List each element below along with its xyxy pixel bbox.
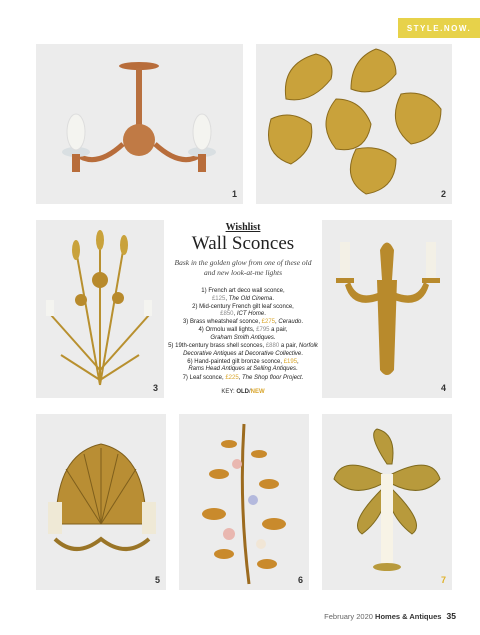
wishlist-panel xyxy=(168,220,318,405)
page-number: 35 xyxy=(446,611,456,621)
list-item: 3) Brass wheatsheaf sconce, £275, Ceraudo. xyxy=(182,319,304,326)
photo-gilt-leaf-sconce xyxy=(256,44,452,204)
list-item: 6) Hand-painted gilt bronze sconce, £195, Rams Head Antiques at Selling Antiques. xyxy=(187,358,299,373)
style-now-tag: STYLE.NOW. xyxy=(398,18,480,38)
leaf-sconce-illustration xyxy=(322,414,452,590)
wheatsheaf-sconce-illustration xyxy=(36,220,164,398)
list-item: 1) French art deco wall sconce, £125, The Old Cinema. xyxy=(201,288,285,302)
list-item: 2) Mid-century French gilt leaf sconce, £850, ICT Home. xyxy=(192,303,294,318)
list-item: 7) Leaf sconce, £225, The Shop floor Project. xyxy=(182,374,304,381)
art-deco-sconce-illustration xyxy=(36,44,243,204)
photo-ormolu-wall-light xyxy=(322,220,452,398)
page-title: Wall Sconces xyxy=(191,233,295,254)
photo-number: 5 xyxy=(154,575,160,585)
photo-number: 7 xyxy=(440,575,446,585)
gilt-leaf-sconce-illustration xyxy=(256,44,452,204)
photo-brass-shell-sconce xyxy=(36,414,166,590)
brass-shell-sconce-illustration xyxy=(36,414,166,590)
ormolu-wall-light-illustration xyxy=(322,220,452,398)
footer-date: February 2020 xyxy=(324,612,373,621)
page-footer xyxy=(324,611,456,621)
list-item: 5) 19th-century brass shell sconces, £880 a pair, Norfolk Decorative Antiques at Decorative Collective. xyxy=(168,343,318,357)
photo-number: 3 xyxy=(152,383,158,393)
photo-number: 1 xyxy=(231,189,237,199)
photo-gilt-bronze-sconce xyxy=(179,414,309,590)
price-key: KEY: OLD/NEW xyxy=(221,389,265,396)
photo-art-deco-sconce xyxy=(36,44,243,204)
photo-number: 6 xyxy=(297,575,303,585)
photo-number: 2 xyxy=(440,189,446,199)
wishlist-kicker: Wishlist xyxy=(225,222,261,233)
photo-number: 4 xyxy=(440,383,446,393)
gilt-bronze-sconce-illustration xyxy=(179,414,309,590)
list-item: 4) Ormolu wall lights, £795 a pair, Graham Smith Antiques. xyxy=(198,327,288,342)
product-list xyxy=(168,288,318,382)
footer-brand: Homes & Antiques xyxy=(375,612,442,621)
photo-leaf-sconce xyxy=(322,414,452,590)
page-subtitle: Bask in the golden glow from one of these old and new look-at-me lights xyxy=(174,258,312,277)
photo-wheatsheaf-sconce xyxy=(36,220,164,398)
